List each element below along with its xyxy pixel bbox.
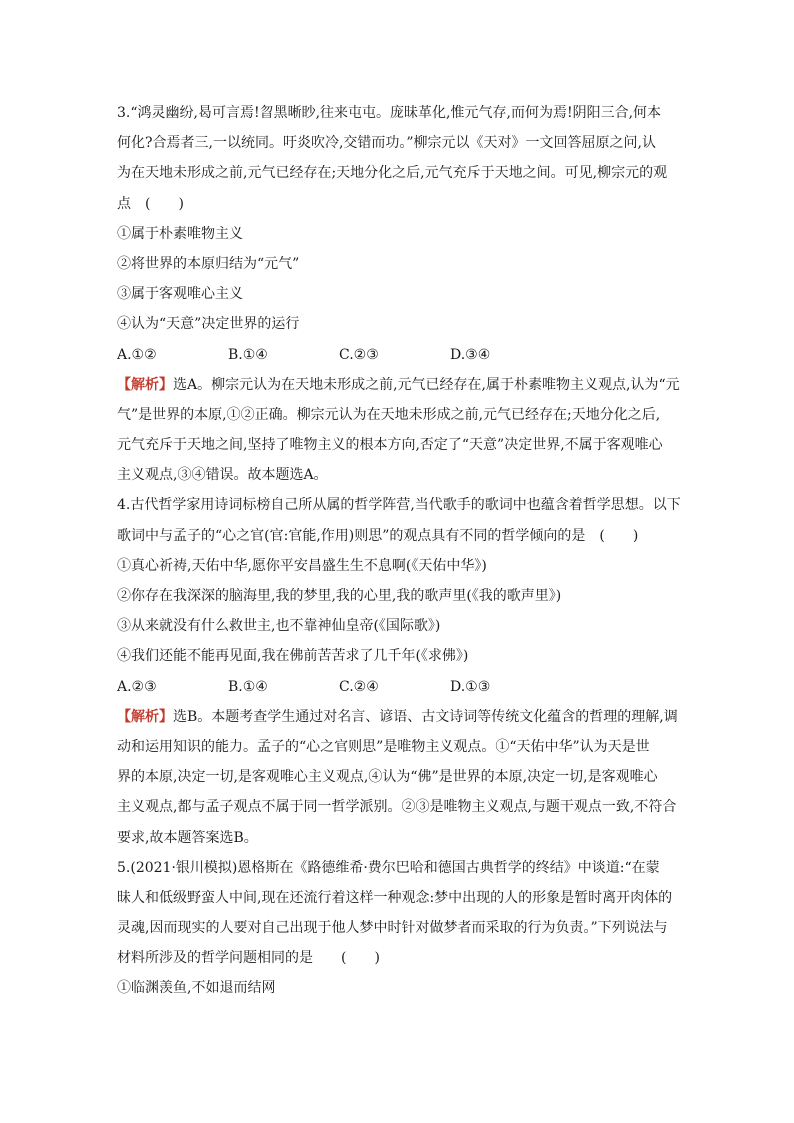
option-d: D.③④	[450, 346, 491, 363]
analysis-line: 界的本原,决定一切,是客观唯心主义观点,④认为“佛”是世界的本原,决定一切,是客观唯心	[117, 769, 658, 786]
document-page	[117, 98, 682, 1004]
question-5	[117, 853, 682, 1004]
option-b: B.①④	[228, 678, 268, 695]
choice-item: ③从来就没有什么救世主,也不靠神仙皇帝(《国际歌》)	[117, 618, 441, 635]
option-d: D.①③	[450, 678, 491, 695]
option-b: B.①④	[228, 346, 268, 363]
analysis-line	[117, 702, 682, 732]
choice-item: ②将世界的本原归结为“元气”	[117, 255, 300, 272]
question-3	[117, 98, 682, 490]
choice-item: ①属于朴素唯物主义	[117, 225, 243, 242]
analysis-tag: 【解析】	[117, 376, 173, 393]
analysis-text: 选B。本题考查学生通过对名言、谚语、古文诗词等传统文化蕴含的哲理的理解,调	[173, 708, 678, 725]
question-4	[117, 490, 682, 852]
analysis-tag: 【解析】	[117, 708, 173, 725]
analysis-line: 动和运用知识的能力。孟子的“心之官则思”是唯物主义观点。①“天佑中华”认为天是世	[117, 738, 650, 755]
option-a: A.①②	[117, 346, 157, 363]
analysis-line: 气”是世界的本原,①②正确。柳宗元认为在天地未形成之前,元气已经存在;天地分化之后,	[117, 406, 661, 423]
analysis-text: 选A。柳宗元认为在天地未形成之前,元气已经存在,属于朴素唯物主义观点,认为“元	[173, 376, 680, 393]
analysis-line: 元气充斥于天地之间,坚持了唯物主义的根本方向,否定了“天意”决定世界,不属于客观唯心	[117, 437, 663, 454]
question-stem-line: 为在天地未形成之前,元气已经存在;天地分化之后,元气充斥于天地之间。可见,柳宗元的观	[117, 165, 668, 182]
choice-item: ②你存在我深深的脑海里,我的梦里,我的心里,我的歌声里(《我的歌声里》)	[117, 588, 562, 604]
choice-item: ④我们还能不能再见面,我在佛前苦苦求了几千年(《求佛》)	[117, 648, 469, 665]
analysis-line	[117, 370, 682, 400]
question-stem-line: 灵魂,因而现实的人要对自己出现于他人梦中时针对做梦者而采取的行为负责。”下列说法与	[117, 920, 668, 937]
choice-item: ①临渊羡鱼,不如退而结网	[117, 980, 276, 997]
question-stem-line: 昧人和低级野蛮人中间,现在还流行着这样一种观念:梦中出现的人的形象是暂时离开肉体的	[117, 889, 673, 906]
question-stem-line: 5.(2021·银川模拟)恩格斯在《路德维希·费尔巴哈和德国古典哲学的终结》中谈道:“在蒙	[117, 859, 660, 876]
question-stem-line: 何化?合焉者三,一以统同。吁炎吹冷,交错而功。”柳宗元以《天对》一文回答屈原之问,认	[117, 135, 657, 152]
option-c: C.②③	[339, 346, 379, 363]
answer-options	[117, 672, 682, 702]
question-stem-line: 点 ( )	[117, 195, 184, 212]
choice-item: ①真心祈祷,天佑中华,愿你平安昌盛生生不息啊(《天佑中华》)	[117, 557, 487, 574]
choice-item: ③属于客观唯心主义	[117, 286, 243, 303]
question-stem-line: 歌词中与孟子的“心之官(官:官能,作用)则思”的观点具有不同的哲学倾向的是 ( )	[117, 527, 639, 544]
question-stem-line: 3.“鸿灵幽纷,曷可言焉!曶黑晰眇,往来屯屯。庞昧革化,惟元气存,而何为焉!阴阳三合,何本	[117, 105, 662, 121]
choice-item: ④认为“天意”决定世界的运行	[117, 316, 300, 333]
option-c: C.②④	[339, 678, 379, 695]
option-a: A.②③	[117, 678, 157, 695]
analysis-line: 主义观点,都与孟子观点不属于同一哲学派别。②③是唯物主义观点,与题干观点一致,不符合	[117, 799, 677, 816]
analysis-line: 主义观点,③④错误。故本题选A。	[117, 467, 328, 484]
answer-options	[117, 340, 682, 370]
analysis-line: 要求,故本题答案选B。	[117, 829, 258, 846]
question-stem-line: 材料所涉及的哲学问题相同的是 ( )	[117, 950, 380, 967]
question-stem-line: 4.古代哲学家用诗词标榜自己所从属的哲学阵营,当代歌手的歌词中也蕴含着哲学思想。以下	[117, 497, 681, 514]
